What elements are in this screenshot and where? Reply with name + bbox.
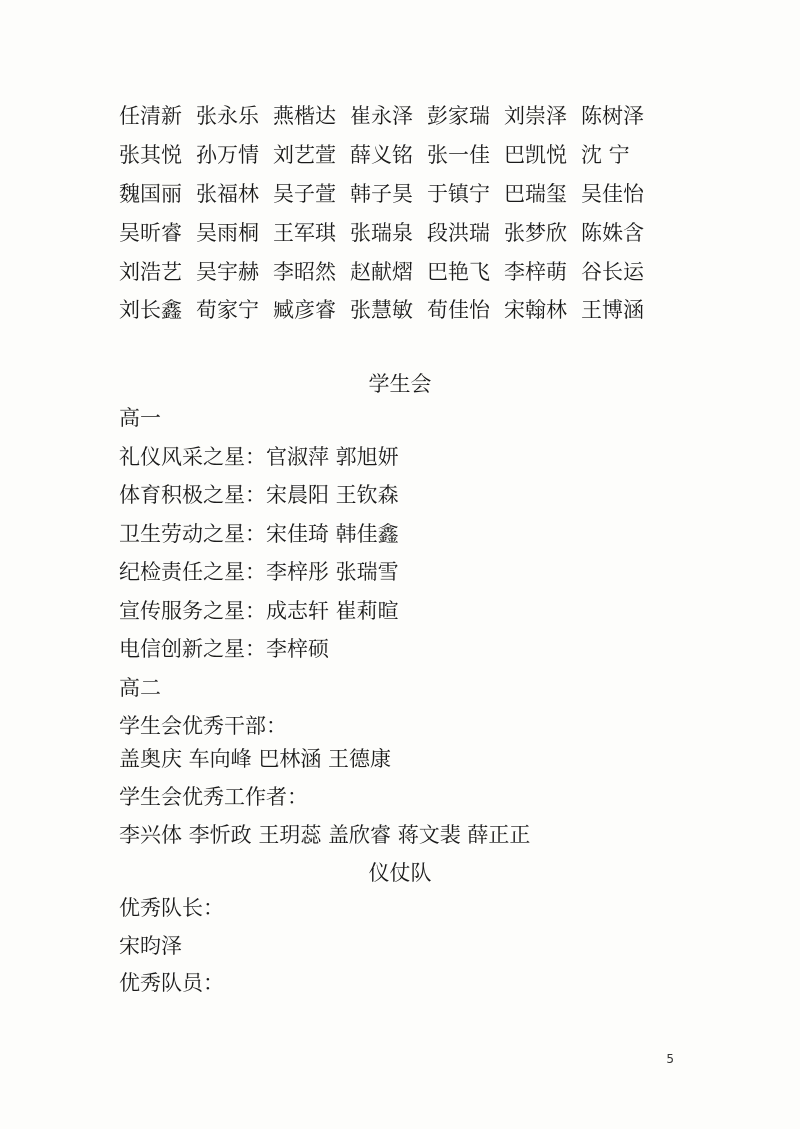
- person-name: 张福林: [196, 182, 259, 206]
- person-name: 陈树泽: [581, 104, 644, 128]
- award-line: 电信创新之星：李梓硕: [119, 637, 329, 661]
- person-name: 张梦欣: [504, 221, 567, 245]
- grade-label: 高二: [119, 676, 161, 700]
- person-name: 吴雨桐: [196, 221, 259, 245]
- person-name: 刘崇泽: [504, 104, 567, 128]
- person-name: 张一佳: [427, 143, 490, 167]
- person-name: 吴佳怡: [581, 182, 644, 206]
- person-name: 任清新: [119, 104, 182, 128]
- award-names: 宋昀泽: [119, 934, 182, 958]
- person-name: 薛义铭: [350, 143, 413, 167]
- award-category-label: 优秀队长：: [119, 896, 224, 920]
- person-name: 燕楷达: [273, 104, 336, 128]
- person-name: 魏国丽: [119, 182, 182, 206]
- person-name: 荀佳怡: [427, 298, 490, 322]
- person-name: 谷长运: [581, 260, 644, 284]
- name-row: [119, 218, 658, 248]
- person-name: 于镇宁: [427, 182, 490, 206]
- name-row: [119, 295, 658, 325]
- award-category-label: 学生会优秀工作者：: [119, 785, 308, 809]
- person-name: 李梓萌: [504, 260, 567, 284]
- person-name: 彭家瑞: [427, 104, 490, 128]
- person-name: 王军琪: [273, 221, 336, 245]
- person-name: 臧彦睿: [273, 298, 336, 322]
- award-line: 卫生劳动之星：宋佳琦 韩佳鑫: [119, 522, 399, 546]
- award-line: 体育积极之星：宋晨阳 王钦森: [119, 483, 399, 507]
- award-names: 盖奥庆 车向峰 巴林涵 王德康: [119, 747, 392, 771]
- person-name: 孙万情: [196, 143, 259, 167]
- person-name: 王博涵: [581, 298, 644, 322]
- name-row: [119, 101, 658, 131]
- award-line: 宣传服务之星：成志轩 崔莉暄: [119, 599, 399, 623]
- award-line: 纪检责任之星：李梓彤 张瑞雪: [119, 560, 399, 584]
- person-name: 张其悦: [119, 143, 182, 167]
- person-name: 张瑞泉: [350, 221, 413, 245]
- person-name: 吴昕睿: [119, 221, 182, 245]
- page-number: 5: [666, 1052, 674, 1066]
- person-name: 刘长鑫: [119, 298, 182, 322]
- person-name: 巴瑞玺: [504, 182, 567, 206]
- award-category-label: 学生会优秀干部：: [119, 714, 287, 738]
- person-name: 巴艳飞: [427, 260, 490, 284]
- name-row: [119, 257, 658, 287]
- person-name: 张慧敏: [350, 298, 413, 322]
- name-row: [119, 140, 644, 170]
- person-name: 崔永泽: [350, 104, 413, 128]
- person-name: 吴子萱: [273, 182, 336, 206]
- person-name: 段洪瑞: [427, 221, 490, 245]
- name-row: [119, 179, 658, 209]
- person-name: 张永乐: [196, 104, 259, 128]
- award-category-label: 优秀队员：: [119, 971, 224, 995]
- person-name: 李昭然: [273, 260, 336, 284]
- person-name: 刘浩艺: [119, 260, 182, 284]
- award-names: 李兴体 李忻政 王玥蕊 盖欣睿 蒋文裴 薛正正: [119, 823, 531, 847]
- person-name: 刘艺萱: [273, 143, 336, 167]
- person-name: 韩子昊: [350, 182, 413, 206]
- person-name: 陈姝含: [581, 221, 644, 245]
- person-name: 宋翰林: [504, 298, 567, 322]
- section-heading-student-union: 学生会: [368, 372, 432, 396]
- section-heading-honor-guard: 仪仗队: [368, 861, 432, 885]
- award-line: 礼仪风采之星：官淑萍 郭旭妍: [119, 445, 399, 469]
- person-name: 巴凯悦: [504, 143, 567, 167]
- person-name: 荀家宁: [196, 298, 259, 322]
- person-name: 吴宇赫: [196, 260, 259, 284]
- grade-label: 高一: [119, 406, 161, 430]
- person-name: 沈 宁: [581, 143, 630, 167]
- person-name: 赵献熠: [350, 260, 413, 284]
